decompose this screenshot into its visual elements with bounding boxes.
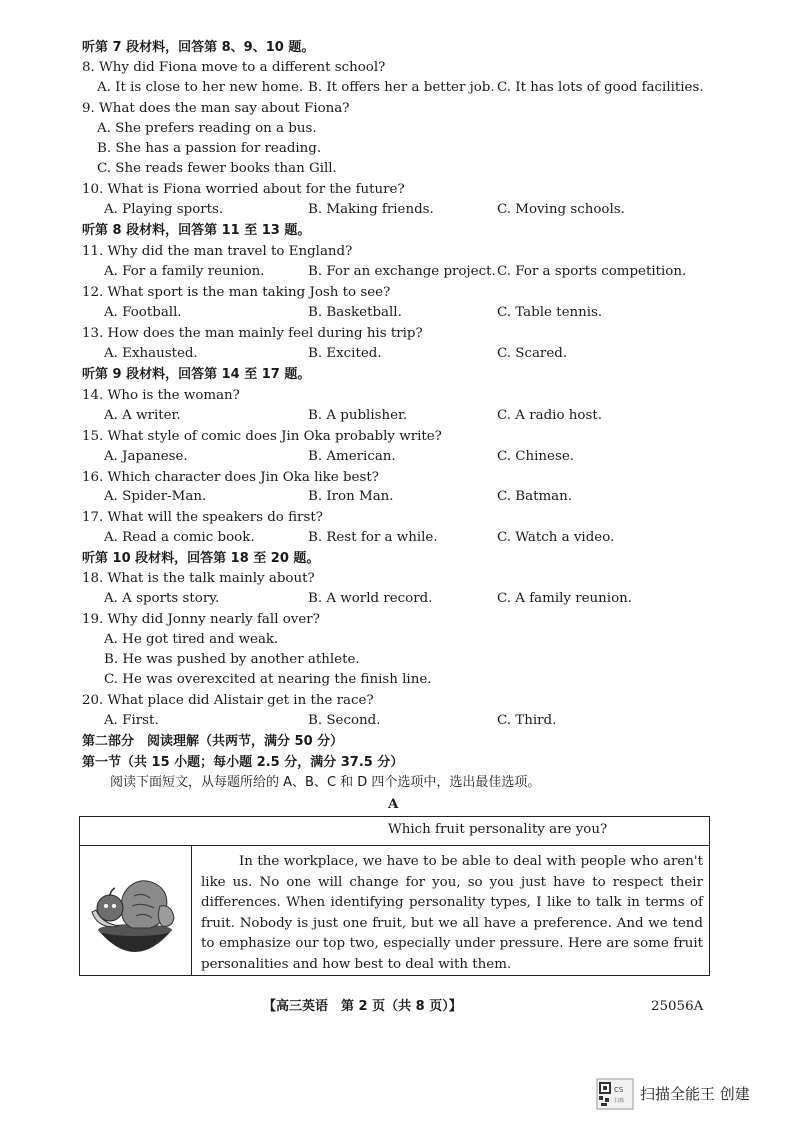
option-c: C. Scared. [497, 346, 568, 361]
question-stem: 13. How does the man mainly feel during his trip? [82, 326, 423, 341]
passage-title-row [80, 817, 709, 846]
instructions: 阅读下面短文，从每题所给的 A、B、C 和 D 四个选项中，选出最佳选项。 [110, 775, 541, 790]
option-b: B. A publisher. [308, 408, 408, 423]
option-a: A. He got tired and weak. [104, 632, 279, 647]
section-header: 听第 8 段材料，回答第 11 至 13 题。 [82, 223, 311, 238]
option-c: C. It has lots of good facilities. [497, 80, 704, 95]
exam-code: 25056A [651, 999, 704, 1014]
option-a: A. She prefers reading on a bus. [97, 121, 317, 136]
fruit-illustration-cell [80, 846, 192, 975]
option-c: C. Chinese. [497, 449, 575, 464]
section-header: 听第 7 段材料，回答第 8、9、10 题。 [82, 40, 315, 55]
option-c: C. Table tennis. [497, 305, 603, 320]
option-b: B. She has a passion for reading. [97, 141, 322, 156]
option-c: C. Third. [497, 713, 557, 728]
option-b: B. Iron Man. [308, 489, 394, 504]
passage-box [79, 816, 710, 976]
option-a: A. Football. [104, 305, 182, 320]
question-stem: 16. Which character does Jin Oka like best? [82, 470, 379, 485]
option-a: A. A sports story. [104, 591, 220, 606]
option-a: A. First. [104, 713, 159, 728]
option-c: C. A family reunion. [497, 591, 633, 606]
option-b: B. Rest for a while. [308, 530, 438, 545]
option-a: A. Japanese. [104, 449, 188, 464]
option-b: B. Excited. [308, 346, 382, 361]
option-c: C. A radio host. [497, 408, 602, 423]
option-a: A. Exhausted. [104, 346, 198, 361]
option-b: B. It offers her a better job. [308, 80, 495, 95]
option-c: C. She reads fewer books than Gill. [97, 161, 337, 176]
option-b: B. A world record. [308, 591, 433, 606]
option-b: B. Second. [308, 713, 381, 728]
svg-text:CS: CS [614, 1086, 624, 1094]
passage-paragraph: In the workplace, we have to be able to deal with people who aren't like us. No one will change for you, so you just have to respect their differences. When identifying personality types, I like to talk in terms of fruit. Nobody is just one fruit, but we all have a preference. And we tend to emphasize our top two, especially under pressure. Here are some fruit personalities and how best to deal with them. [201, 854, 703, 972]
section-header: 听第 10 段材料，回答第 18 至 20 题。 [82, 551, 320, 566]
option-b: B. For an exchange project. [308, 264, 496, 279]
question-stem: 14. Who is the woman? [82, 388, 240, 403]
passage-body [201, 852, 703, 976]
question-stem: 10. What is Fiona worried about for the future? [82, 182, 405, 197]
fruit-bowl-illustration [80, 846, 190, 974]
question-stem: 12. What sport is the man taking Josh to see? [82, 285, 391, 300]
option-c: C. He was overexcited at nearing the finish line. [104, 672, 432, 687]
page-footer-label: 【高三英语 第 2 页（共 8 页）】 [263, 999, 462, 1014]
option-c: C. Moving schools. [497, 202, 625, 217]
section-header: 听第 9 段材料，回答第 14 至 17 题。 [82, 367, 311, 382]
option-b: B. He was pushed by another athlete. [104, 652, 360, 667]
question-stem: 18. What is the talk mainly about? [82, 571, 315, 586]
question-stem: 19. Why did Jonny nearly fall over? [82, 612, 320, 627]
option-c: C. Watch a video. [497, 530, 615, 545]
option-c: C. Batman. [497, 489, 573, 504]
part-header: 第二部分 阅读理解（共两节，满分 50 分） [82, 734, 344, 749]
camscanner-logo [596, 1078, 634, 1110]
passage-label: A [388, 796, 399, 812]
option-b: B. American. [308, 449, 396, 464]
option-a: A. Playing sports. [104, 202, 224, 217]
option-b: B. Making friends. [308, 202, 434, 217]
passage-title: Which fruit personality are you? [388, 822, 608, 837]
option-a: A. Spider-Man. [104, 489, 207, 504]
question-stem: 11. Why did the man travel to England? [82, 244, 353, 259]
section-header: 第一节（共 15 小题；每小题 2.5 分，满分 37.5 分） [82, 755, 404, 770]
question-stem: 9. What does the man say about Fiona? [82, 101, 350, 116]
question-stem: 20. What place did Alistair get in the race? [82, 693, 374, 708]
option-c: C. For a sports competition. [497, 264, 687, 279]
option-b: B. Basketball. [308, 305, 402, 320]
question-stem: 15. What style of comic does Jin Oka probably write? [82, 429, 442, 444]
option-a: A. For a family reunion. [104, 264, 265, 279]
option-a: A. It is close to her new home. [97, 80, 304, 95]
option-a: A. A writer. [104, 408, 181, 423]
question-stem: 17. What will the speakers do first? [82, 510, 323, 525]
option-a: A. Read a comic book. [104, 530, 255, 545]
svg-text:扫描: 扫描 [614, 1098, 625, 1104]
camscanner-watermark-text: 扫描全能王 创建 [640, 1085, 750, 1103]
question-stem: 8. Why did Fiona move to a different school? [82, 60, 386, 75]
